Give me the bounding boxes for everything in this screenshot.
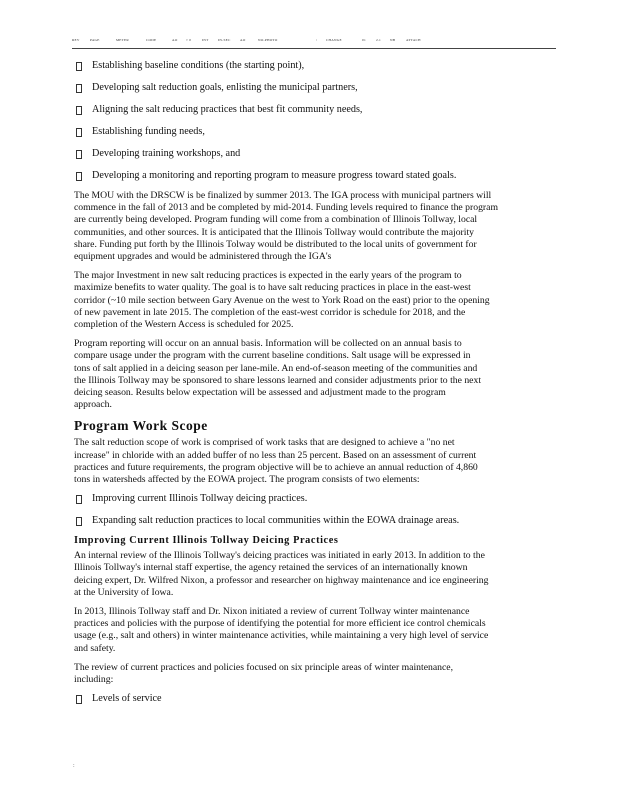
paragraph-reporting: Program reporting will occur on an annual basis. Information will be collected on an annual basis to compare usage under the program with the current baseline conditions. Salt usage will be expressed in tons of salt applied in a deicing season per lane-mile. An end-of-season meeting of the communities and the Illinois Tollway may be sponsored to share lessons learned and consider adjustments prior to the next deicing season. Results below expectation will be assessed and adjustment made to the program approach. bbox=[74, 338, 482, 411]
header-field: ATTACH bbox=[406, 38, 421, 42]
bullet-list-goals bbox=[74, 60, 552, 182]
header-field: PAGE bbox=[90, 38, 100, 42]
bullet-box-icon bbox=[76, 128, 82, 137]
subsection-heading: Improving Current Illinois Tollway Deicing Practices bbox=[74, 535, 339, 547]
document-body bbox=[74, 60, 552, 715]
list-item: Establishing funding needs, bbox=[74, 126, 552, 138]
paragraph-investment: The major Investment in new salt reducing practices is expected in the early years of the program to maximize benefits to water quality. The goal is to have salt reducing practices in place in the east-west corridor (~10 mile section between Gary Avenue on the west to York Road on the east) prior to the opening of new pavement in late 2015. The completion of the east-west corridor is schedule for 2018, and the completion of the Western Access is scheduled for 2025. bbox=[74, 270, 490, 331]
header-field: METER bbox=[116, 38, 129, 42]
list-item: Aligning the salt reducing practices that best fit community needs, bbox=[74, 104, 552, 116]
list-item: Developing salt reduction goals, enlisting the municipal partners, bbox=[74, 82, 552, 94]
header-field: 2.1 bbox=[376, 38, 381, 42]
header-rule bbox=[72, 48, 556, 49]
document-header bbox=[72, 38, 556, 48]
list-item: Establishing baseline conditions (the starting point), bbox=[74, 60, 552, 72]
bullet-list-areas bbox=[74, 693, 552, 705]
section-heading: Program Work Scope bbox=[74, 418, 208, 434]
bullet-box-icon bbox=[76, 695, 82, 704]
bullet-box-icon bbox=[76, 106, 82, 115]
footer-mark: : bbox=[73, 763, 75, 769]
header-field: NO-PHOTO bbox=[258, 38, 278, 42]
paragraph-scope: The salt reduction scope of work is comprised of work tasks that are designed to achieve a "no net increase" in chloride with an added buffer of no less than 25 percent. Based on an assessment of current practices and future requirements, the program objective will be to achieve an annual reduction of 4,860 tons in watersheds affected by the EOWA project. The program consists of two elements: bbox=[74, 437, 478, 486]
bullet-box-icon bbox=[76, 517, 82, 526]
bullet-list-elements bbox=[74, 493, 552, 527]
list-item: Levels of service bbox=[74, 693, 552, 705]
header-field: CHANGE bbox=[326, 38, 342, 42]
paragraph-mou: The MOU with the DRSCW is be finalized by summer 2013. The IGA process with municipal partners will commence in the fall of 2013 and be completed by mid-2014. Funding levels required to finance the program are currently being developed. Program funding will come from a combination of Illinois Tollway, local communities, and other sources. It is anticipated that the Illinois Tollway would contribute the majority share. Funding put forth by the Illinois Tolway would be distributed to the local units of government for equipment upgrades and would be administered through the IGA's bbox=[74, 190, 498, 263]
header-field: INT bbox=[202, 38, 209, 42]
paragraph-focus-areas: The review of current practices and policies focused on six principle areas of winter maintenance, including: bbox=[74, 661, 453, 686]
paragraph-internal-review: An internal review of the Illinois Tollway's deicing practices was initiated in early 2013. In addition to the Illinois Tollway's internal staff expertise, the agency retained the services of an internationally known deicing expert, Dr. Wilfred Nixon, a professor and researcher on highway maintenance and ice engineering at the University of Iowa. bbox=[74, 550, 489, 598]
header-field: REV bbox=[72, 38, 80, 42]
header-field: AO bbox=[240, 38, 246, 42]
list-item: Developing training workshops, and bbox=[74, 148, 552, 160]
header-field: AO bbox=[172, 38, 178, 42]
list-item: Improving current Illinois Tollway deicing practices. bbox=[74, 493, 552, 505]
list-item: Developing a monitoring and reporting program to measure progress toward stated goals. bbox=[74, 170, 552, 182]
bullet-box-icon bbox=[76, 172, 82, 181]
header-field: \ bbox=[316, 38, 318, 42]
bullet-box-icon bbox=[76, 84, 82, 93]
bullet-box-icon bbox=[76, 62, 82, 71]
header-field: NB bbox=[390, 38, 396, 42]
header-field: 01 bbox=[362, 38, 366, 42]
bullet-box-icon bbox=[76, 495, 82, 504]
header-field: CODE bbox=[146, 38, 157, 42]
header-field: IN-SEC bbox=[218, 38, 231, 42]
paragraph-2013-review: In 2013, Illinois Tollway staff and Dr. Nixon initiated a review of current Tollway winter maintenance practices and policies with the purpose of identifying the potential for more efficient ice control chemicals usage (e.g., salt and others) in winter maintenance activities, while maintaining a very high level of service and safety. bbox=[74, 606, 489, 654]
header-field: > 0 bbox=[186, 38, 192, 42]
list-item: Expanding salt reduction practices to local communities within the EOWA drainage areas. bbox=[74, 515, 552, 527]
bullet-box-icon bbox=[76, 150, 82, 159]
